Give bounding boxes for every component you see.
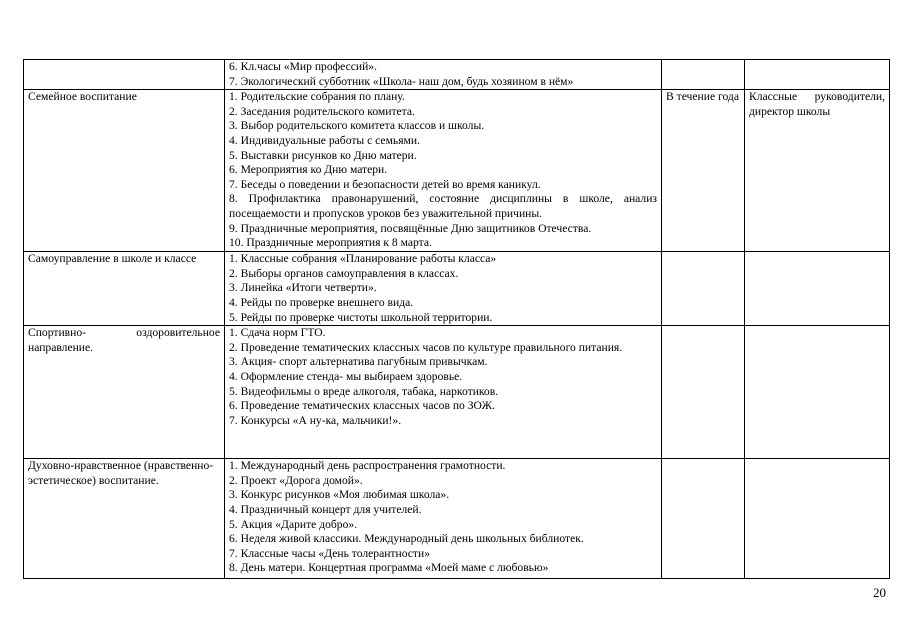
list-item: 3. Конкурс рисунков «Моя любимая школа». [229,488,450,502]
responsible-cell [745,326,890,459]
list-item: 1. Родительские собрания по плану. [229,90,405,104]
list-item: 5. Акция «Дарите добро». [229,517,358,531]
list-item: 9. Праздничные мероприятия, посвящённые Дню защитников Отечества. [229,221,592,235]
direction-cell: Спортивно- оздоровительное направление. [24,326,225,459]
list-item: 8. Профилактика правонарушений, состояние дисциплины в школе, анализ посещаемости и пропусков уроков без уважительной причины. [229,192,657,220]
list-item: 10. Праздничные мероприятия к 8 марта. [229,236,432,250]
list-item: 8. День матери. Концертная программа «Моей маме с любовью» [229,561,549,575]
items-cell [225,252,662,326]
table-row [24,90,890,252]
period-cell [662,459,745,579]
list-item: 2. Выборы органов самоуправления в классах. [229,266,459,280]
items-cell [225,90,662,252]
list-item: 7. Экологический субботник «Школа- наш дом, будь хозяином в нём» [229,74,574,88]
list-item: 2. Проведение тематических классных часов по культуре правильного питания. [229,340,623,354]
items-cell [225,60,662,90]
page-number: 20 [873,585,886,600]
list-item: 1. Сдача норм ГТО. [229,326,326,340]
table-row [24,459,890,579]
items-cell [225,326,662,459]
items-cell [225,459,662,579]
list-item: 3. Акция- спорт альтернатива пагубным привычкам. [229,355,488,369]
direction-cell: Духовно-нравственное (нравственно-эстетическое) воспитание. [24,459,225,579]
list-item: 7. Классные часы «День толерантности» [229,546,430,560]
list-item: 4. Индивидуальные работы с семьями. [229,133,420,147]
list-item: 5. Рейды по проверке чистоты школьной территории. [229,310,493,324]
period-cell [662,60,745,90]
table-row [24,326,890,459]
list-item: 2. Заседания родительского комитета. [229,104,415,118]
list-item: 3. Выбор родительского комитета классов и школы. [229,119,485,133]
responsible-cell [745,459,890,579]
table-row [24,60,890,90]
plan-table [23,59,890,579]
direction-cell: Семейное воспитание [24,90,225,252]
period-cell [662,252,745,326]
responsible-cell: Классные руководители, директор школы [745,90,890,252]
responsible-cell [745,60,890,90]
list-item: 5. Выставки рисунков ко Дню матери. [229,148,417,162]
responsible-cell [745,252,890,326]
list-item: 3. Линейка «Итоги четверти». [229,281,377,295]
direction-cell: Самоуправление в школе и классе [24,252,225,326]
list-item: 4. Оформление стенда- мы выбираем здоровье. [229,369,463,383]
list-item: 6. Проведение тематических классных часов по ЗОЖ. [229,399,495,413]
list-item: 1. Международный день распространения грамотности. [229,459,506,473]
period-cell: В течение года [662,90,745,252]
list-item: 6. Неделя живой классики. Международный день школьных библиотек. [229,532,584,546]
list-item: 4. Праздничный концерт для учителей. [229,502,422,516]
list-item: 7. Конкурсы «А ну-ка, мальчики!». [229,413,402,427]
direction-cell [24,60,225,90]
list-item: 6. Мероприятия ко Дню матери. [229,163,388,177]
list-item: 7. Беседы о поведении и безопасности детей во время каникул. [229,177,541,191]
list-item: 2. Проект «Дорога домой». [229,473,363,487]
period-cell [662,326,745,459]
list-item: 1. Классные собрания «Планирование работы класса» [229,252,497,266]
table-row [24,252,890,326]
list-item: 5. Видеофильмы о вреде алкоголя, табака, наркотиков. [229,384,499,398]
list-item: 4. Рейды по проверке внешнего вида. [229,295,414,309]
list-item: 6. Кл.часы «Мир профессий». [229,60,377,73]
